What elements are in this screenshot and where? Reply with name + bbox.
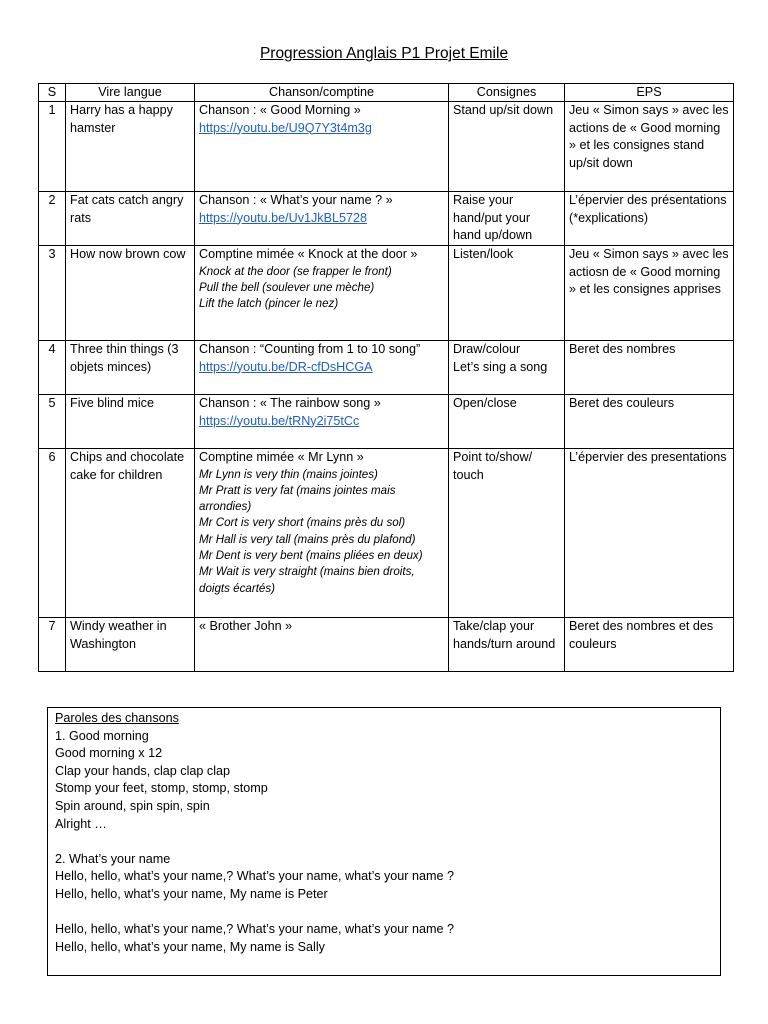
table-row bbox=[39, 618, 734, 672]
vire-langue-cell: Five blind mice bbox=[66, 395, 195, 449]
eps-cell: Beret des nombres bbox=[565, 341, 734, 395]
table-row bbox=[39, 246, 734, 341]
lyrics-line: Hello, hello, what’s your name, My name is Peter bbox=[55, 886, 328, 901]
lyrics-line: Spin around, spin spin, spin bbox=[55, 798, 210, 813]
consigne-text: Let’s sing a song bbox=[453, 359, 548, 374]
table-row bbox=[39, 102, 734, 192]
mime-instruction: Mr Lynn is very thin (mains jointes) bbox=[199, 467, 378, 481]
consignes-cell bbox=[449, 341, 565, 395]
vire-langue-cell: Fat cats catch angry rats bbox=[66, 192, 195, 246]
consigne-text: Raise your hand/put your hand up/down bbox=[453, 193, 533, 242]
lyrics-line: Good morning x 12 bbox=[55, 746, 163, 761]
eps-cell: L’épervier des présentations (*explications) bbox=[565, 192, 734, 246]
mime-instruction: Mr Cort is very short (mains près du sol) bbox=[199, 516, 406, 530]
table-row bbox=[39, 341, 734, 395]
header-vire-langue: Vire langue bbox=[66, 84, 195, 102]
vire-langue-cell: Chips and chocolate cake for children bbox=[66, 449, 195, 618]
chanson-title: Chanson : « What’s your name ? » bbox=[199, 193, 393, 207]
mime-instruction: Mr Dent is very bent (mains pliées en deux) bbox=[199, 548, 423, 562]
lyrics-heading: Paroles des chansons bbox=[55, 711, 179, 725]
youtube-link[interactable]: https://youtu.be/U9Q7Y3t4m3g bbox=[199, 120, 372, 135]
consigne-text: Open/close bbox=[453, 396, 517, 410]
consignes-cell bbox=[449, 102, 565, 192]
consigne-text: Listen/look bbox=[453, 247, 514, 261]
lyrics-line: Hello, hello, what’s your name,? What’s your name, what’s your name ? bbox=[55, 922, 455, 937]
lyrics-line: 1. Good morning bbox=[55, 728, 149, 743]
header-s: S bbox=[39, 84, 66, 102]
vire-langue-cell: Windy weather in Washington bbox=[66, 618, 195, 672]
lyrics-box bbox=[47, 707, 721, 976]
page-title: Progression Anglais P1 Projet Emile bbox=[259, 45, 509, 62]
table-row bbox=[39, 395, 734, 449]
chanson-cell bbox=[195, 246, 449, 341]
youtube-link[interactable]: https://youtu.be/tRNy2i75tCc bbox=[199, 413, 360, 428]
youtube-link[interactable]: https://youtu.be/DR-cfDsHCGA bbox=[199, 359, 373, 374]
eps-cell: Beret des nombres et des couleurs bbox=[565, 618, 734, 672]
row-number: 2 bbox=[39, 192, 66, 246]
mime-instruction: Knock at the door (se frapper le front) bbox=[199, 264, 392, 278]
lyrics-line bbox=[55, 833, 713, 851]
mime-instruction: Pull the bell (soulever une mèche) bbox=[199, 280, 375, 294]
table-header-row bbox=[39, 84, 734, 102]
consigne-text: Point to/show/ touch bbox=[453, 450, 533, 482]
lyrics-line: Alright … bbox=[55, 816, 107, 831]
eps-cell: Beret des couleurs bbox=[565, 395, 734, 449]
chanson-title: « Brother John » bbox=[199, 619, 293, 633]
table-row bbox=[39, 449, 734, 618]
header-consignes: Consignes bbox=[449, 84, 565, 102]
lyrics-line: 2. What’s your name bbox=[55, 851, 171, 866]
chanson-cell bbox=[195, 102, 449, 192]
chanson-title: Chanson : « Good Morning » bbox=[199, 103, 361, 117]
row-number: 1 bbox=[39, 102, 66, 192]
row-number: 6 bbox=[39, 449, 66, 618]
chanson-title: Chanson : “Counting from 1 to 10 song” bbox=[199, 342, 421, 356]
row-number: 7 bbox=[39, 618, 66, 672]
eps-cell: Jeu « Simon says » avec les actiosn de « Good morning » et les consignes apprises bbox=[565, 246, 734, 341]
eps-cell: Jeu « Simon says » avec les actions de « Good morning » et les consignes stand up/sit down bbox=[565, 102, 734, 192]
mime-instruction: Mr Hall is very tall (mains près du plafond) bbox=[199, 532, 416, 546]
chanson-title: Comptine mimée « Knock at the door » bbox=[199, 247, 418, 261]
vire-langue-cell: Harry has a happy hamster bbox=[66, 102, 195, 192]
lyrics-line: Clap your hands, clap clap clap bbox=[55, 763, 231, 778]
consignes-cell bbox=[449, 246, 565, 341]
lyrics-line: Hello, hello, what’s your name, My name is Sally bbox=[55, 939, 325, 954]
consigne-text: Take/clap your hands/turn around bbox=[453, 619, 556, 651]
chanson-cell bbox=[195, 395, 449, 449]
chanson-title: Chanson : « The rainbow song » bbox=[199, 396, 381, 410]
consigne-text: Stand up/sit down bbox=[453, 103, 554, 117]
mime-instruction: Lift the latch (pincer le nez) bbox=[199, 297, 339, 311]
eps-cell: L’épervier des presentations bbox=[565, 449, 734, 618]
chanson-cell bbox=[195, 449, 449, 618]
mime-instruction: Mr Pratt is very fat (mains jointes mais arrondies) bbox=[199, 483, 396, 514]
consignes-cell bbox=[449, 395, 565, 449]
header-chanson-comptine: Chanson/comptine bbox=[195, 84, 449, 102]
chanson-title: Comptine mimée « Mr Lynn » bbox=[199, 450, 364, 464]
lyrics-line bbox=[55, 904, 713, 922]
consignes-cell bbox=[449, 618, 565, 672]
progression-table bbox=[38, 83, 734, 672]
mime-instruction: Mr Wait is very straight (mains bien droits, doigts écartés) bbox=[199, 565, 415, 595]
consignes-cell bbox=[449, 192, 565, 246]
youtube-link[interactable]: https://youtu.be/Uv1JkBL5728 bbox=[199, 210, 368, 225]
lyrics-line: Hello, hello, what’s your name,? What’s your name, what’s your name ? bbox=[55, 869, 455, 884]
chanson-cell bbox=[195, 341, 449, 395]
consignes-cell bbox=[449, 449, 565, 618]
row-number: 4 bbox=[39, 341, 66, 395]
row-number: 3 bbox=[39, 246, 66, 341]
vire-langue-cell: Three thin things (3 objets minces) bbox=[66, 341, 195, 395]
vire-langue-cell: How now brown cow bbox=[66, 246, 195, 341]
lyrics-line: Stomp your feet, stomp, stomp, stomp bbox=[55, 781, 268, 796]
table-row bbox=[39, 192, 734, 246]
row-number: 5 bbox=[39, 395, 66, 449]
consigne-text: Draw/colour bbox=[453, 342, 521, 356]
chanson-cell bbox=[195, 192, 449, 246]
chanson-cell bbox=[195, 618, 449, 672]
header-eps: EPS bbox=[565, 84, 734, 102]
